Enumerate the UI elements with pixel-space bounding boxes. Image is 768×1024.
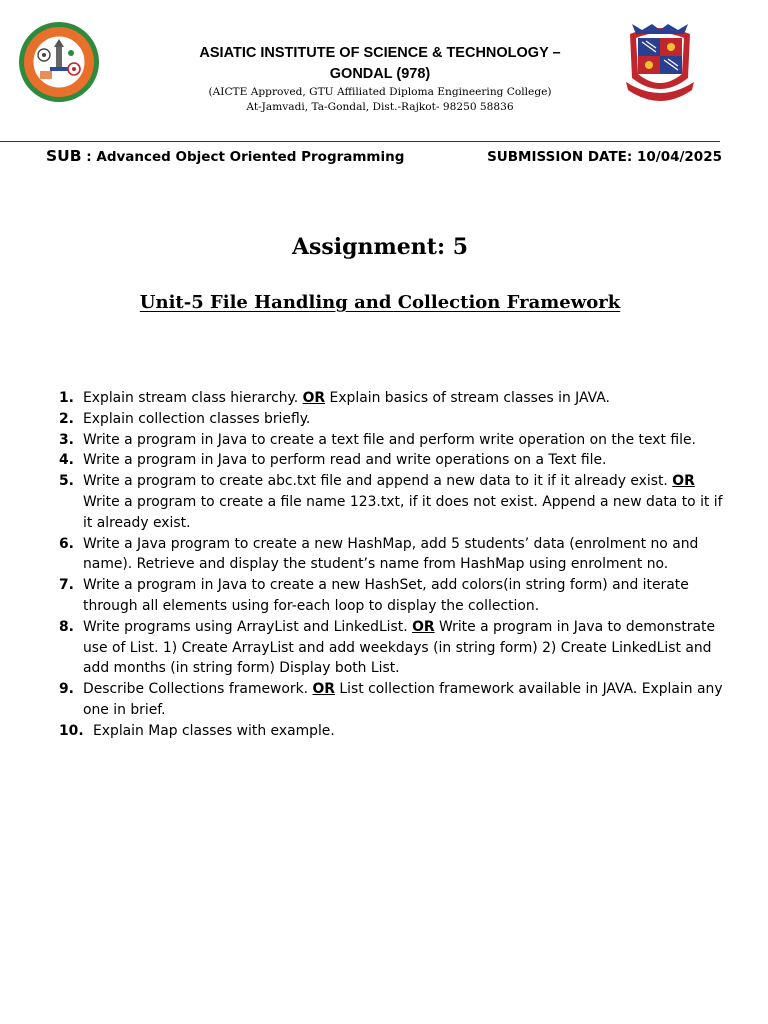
question-text: Write a Java program to create a new HashMap, add 5 students’ data (enrolment no and name). Retrieve and display the student’s name from HashMap using enrolment no. [83, 535, 699, 573]
question-number: 6. [59, 535, 74, 552]
or-label: OR [302, 390, 326, 406]
question-item [56, 721, 726, 742]
question-number: 2. [59, 410, 74, 427]
question-number: 5. [59, 473, 74, 490]
submission-date: SUBMISSION DATE: 10/04/2025 [487, 149, 722, 165]
or-label: OR [412, 618, 435, 635]
question-text: Explain stream class hierarchy. [83, 390, 303, 406]
question-number: 7. [59, 577, 74, 594]
question-number: 4. [59, 452, 74, 469]
question-text-alt: Write a program to create a file name 123.txt, if it does not exist. Append a new data to it if it already exist. [83, 493, 723, 531]
question-number: 8. [59, 618, 74, 635]
question-text: Write a program in Java to create a text file and perform write operation on the text file. [83, 431, 696, 448]
question-text: Explain Map classes with example. [93, 722, 335, 739]
question-text-alt: Write a program in Java to demonstrate use of List. 1) Create ArrayList and add weekdays (in string form) 2) Create LinkedList and add months (in string form) Display both List. [83, 618, 716, 677]
question-number: 1. [59, 390, 74, 406]
question-item [56, 430, 726, 451]
question-text-alt: List collection framework available in JAVA. Explain any one in brief. [83, 681, 723, 718]
question-item [56, 679, 726, 721]
question-text: Write a program in Java to perform read and write operations on a Text file. [83, 452, 607, 469]
subject-key: SUB [46, 147, 82, 165]
question-text: Describe Collections framework. [83, 681, 313, 698]
question-item [56, 534, 726, 576]
institute-name [120, 43, 640, 85]
question-text-alt: Explain basics of stream classes in JAVA. [325, 390, 610, 406]
question-list [56, 388, 726, 742]
header-divider [0, 141, 720, 142]
subject-row [46, 147, 722, 169]
or-label: OR [312, 681, 335, 698]
institute-name-line2: GONDAL (978) [329, 66, 431, 82]
question-item [56, 471, 726, 533]
question-text: Explain collection classes briefly. [83, 410, 311, 427]
institute-emblem-icon [16, 21, 102, 103]
question-item [56, 450, 726, 471]
subject-label [46, 147, 404, 165]
or-label: OR [672, 473, 695, 490]
unit-title [0, 292, 760, 313]
institute-address: At-Jamvadi, Ta-Gondal, Dist.-Rajkot- 98250 58836 [246, 100, 514, 113]
question-item [56, 388, 726, 409]
institute-approval: (AICTE Approved, GTU Affiliated Diploma Engineering College) [208, 86, 552, 98]
question-number: 10. [59, 722, 84, 739]
institute-details [120, 85, 640, 114]
subject-value: : Advanced Object Oriented Programming [81, 149, 405, 165]
question-text: Write programs using ArrayList and LinkedList. [83, 618, 413, 635]
question-item [56, 617, 726, 679]
question-number: 9. [59, 681, 74, 698]
assignment-title: Assignment: 5 [291, 234, 469, 260]
question-text: Write a program in Java to create a new HashSet, add colors(in string form) and iterate through all elements using for-each loop to display the collection. [83, 577, 689, 614]
question-text: Write a program to create abc.txt file and append a new data to it if it already exist. [83, 473, 673, 490]
unit-title-text: Unit-5 File Handling and Collection Framework [139, 292, 621, 313]
question-item [56, 575, 726, 617]
question-item [56, 409, 726, 430]
university-crest-icon [622, 20, 698, 106]
institute-name-line1: ASIATIC INSTITUTE OF SCIENCE & TECHNOLOGY – [199, 45, 561, 61]
question-number: 3. [59, 431, 74, 448]
